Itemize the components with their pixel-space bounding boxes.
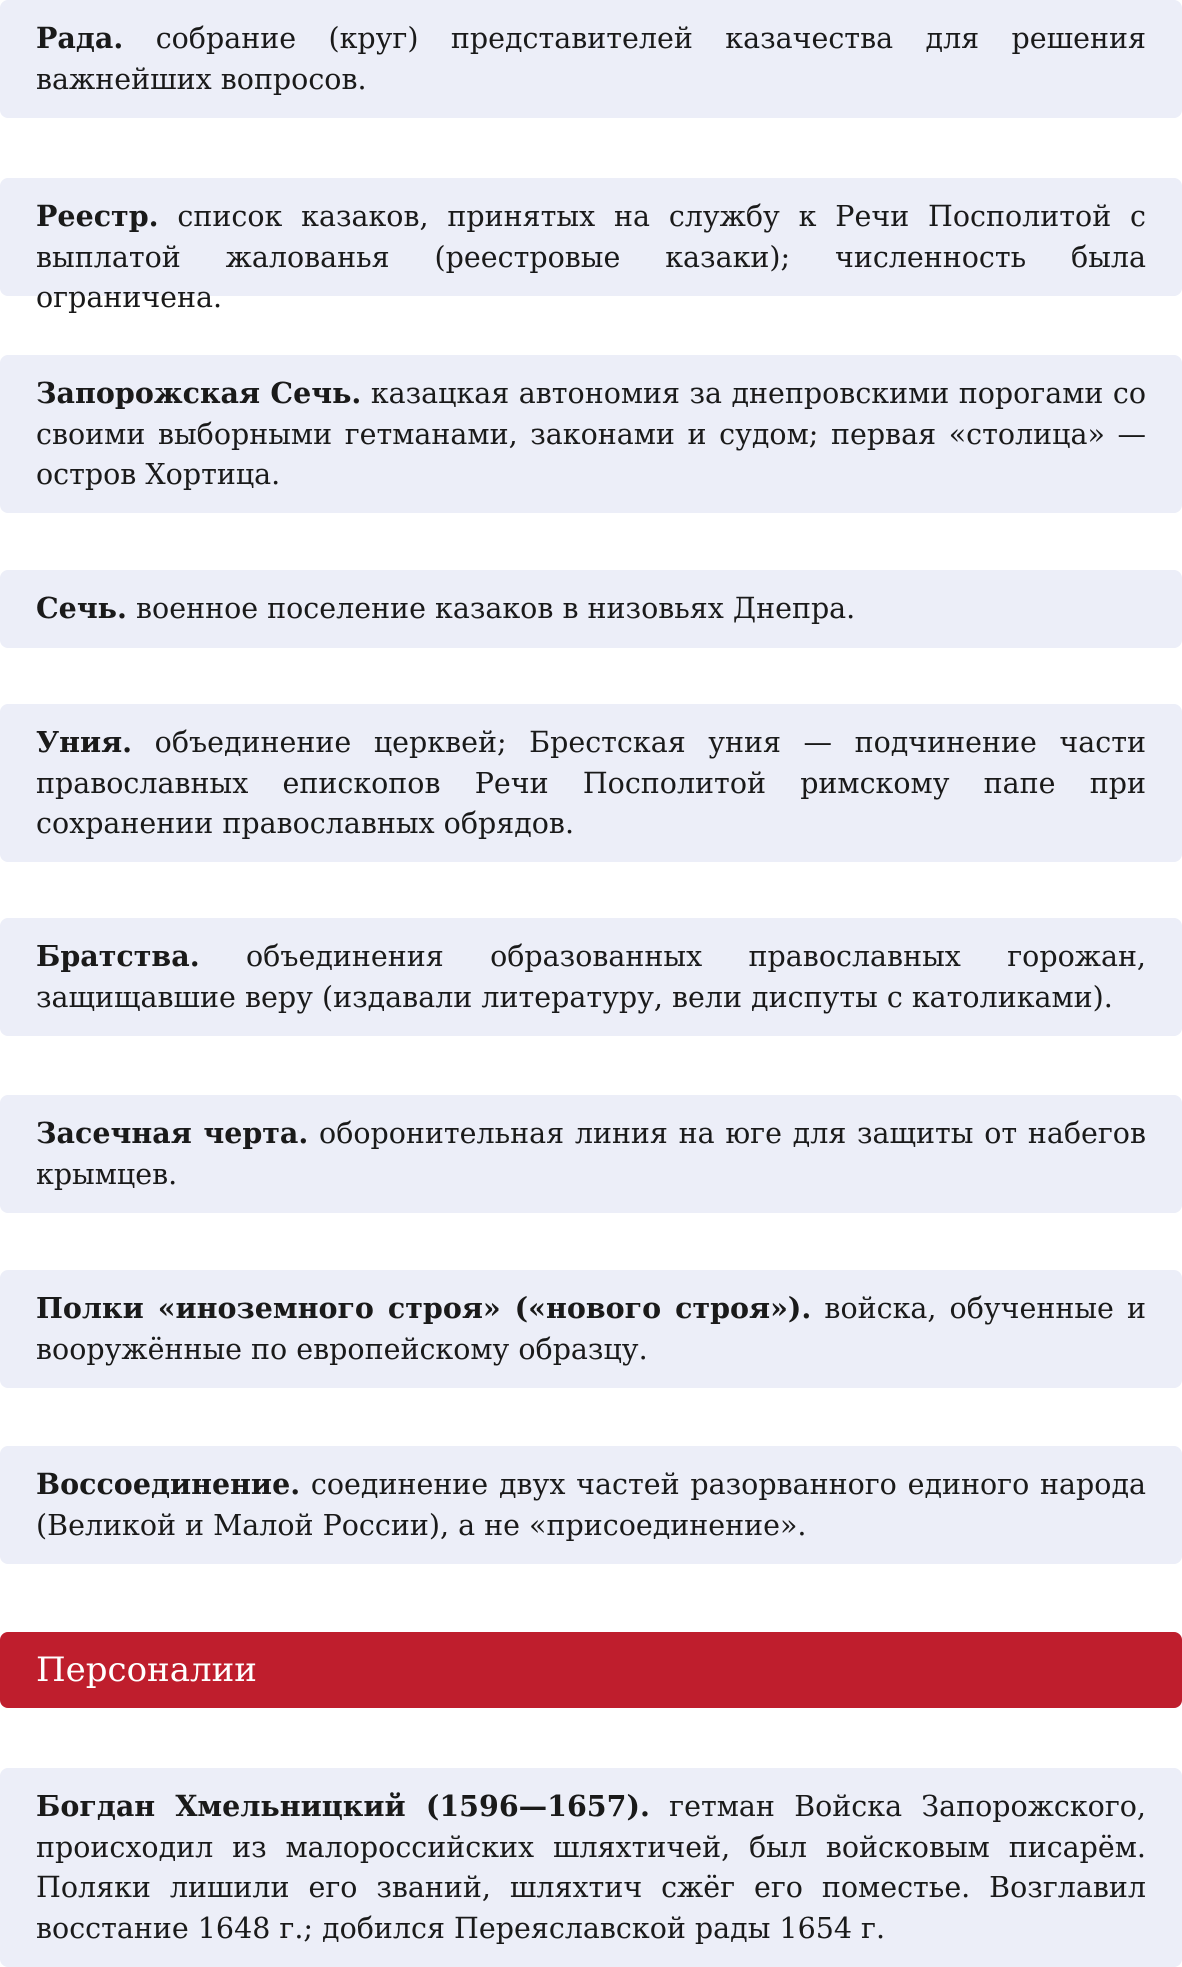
term-title: Воссоединение. — [36, 1467, 301, 1501]
term-definition: собрание (круг) представителей казачества для решения важнейших вопросов. — [36, 22, 1146, 96]
person-definition: гетман Войска Запорожского, происходил из малороссийских шляхтичей, был войсковым писарём. Поляки лишили его званий, шляхтич сжёг его поместье. Возглавил восстание 1648 г.; добился Переяславской рады 1654 г. — [36, 1790, 1146, 1945]
term-card-sech — [0, 570, 1182, 648]
term-definition: казацкая автономия за днепровскими порогами со своими выборными гетманами, законами и судом; первая «столица» — остров Хортица. — [36, 377, 1146, 491]
term-card-zasechnaya-cherta — [0, 1095, 1182, 1213]
term-card-rada — [0, 0, 1182, 118]
term-definition: соединение двух частей разорванного единого народа (Великой и Малой России), а не «присоединение». — [36, 1468, 1146, 1542]
term-title: Запорожская Сечь. — [36, 376, 362, 410]
term-card-vossoedinenie — [0, 1446, 1182, 1564]
term-card-reestr — [0, 178, 1182, 314]
term-definition: оборонительная линия на юге для защиты от набегов крымцев. — [36, 1117, 1147, 1191]
term-definition: военное поселение казаков в низовьях Днепра. — [126, 592, 856, 625]
term-title: Полки «иноземного строя» («нового строя»). — [36, 1291, 812, 1325]
term-title: Сечь. — [36, 591, 127, 625]
term-definition: объединения образованных православных горожан, защищавшие веру (издавали литературу, вели диспуты с католиками). — [36, 940, 1146, 1014]
person-card-khmelnitsky — [0, 1768, 1182, 1967]
term-card-polki — [0, 1270, 1182, 1388]
term-title: Рада. — [36, 21, 124, 55]
term-card-zaporozhskaya-sech — [0, 355, 1182, 513]
term-card-bratstva — [0, 918, 1182, 1036]
term-definition: войска, обученные и вооружённые по европейскому образцу. — [36, 1292, 1146, 1366]
term-title: Реестр. — [36, 199, 159, 233]
term-definition: объединение церквей; Брестская уния — подчинение части православных епископов Речи Посполитой римскому папе при сохранении православных обрядов. — [36, 726, 1146, 840]
person-title: Богдан Хмельницкий (1596—1657). — [36, 1789, 650, 1823]
term-title: Уния. — [36, 725, 133, 759]
section-header-personalii: Персоналии — [0, 1632, 1182, 1708]
term-title: Братства. — [36, 939, 200, 973]
term-title: Засечная черта. — [36, 1116, 309, 1150]
term-definition: список казаков, принятых на службу к Речи Посполитой с выплатой жалованья (реестровые казаки); численность была ограничена. — [36, 200, 1146, 314]
term-card-uniya — [0, 704, 1182, 862]
